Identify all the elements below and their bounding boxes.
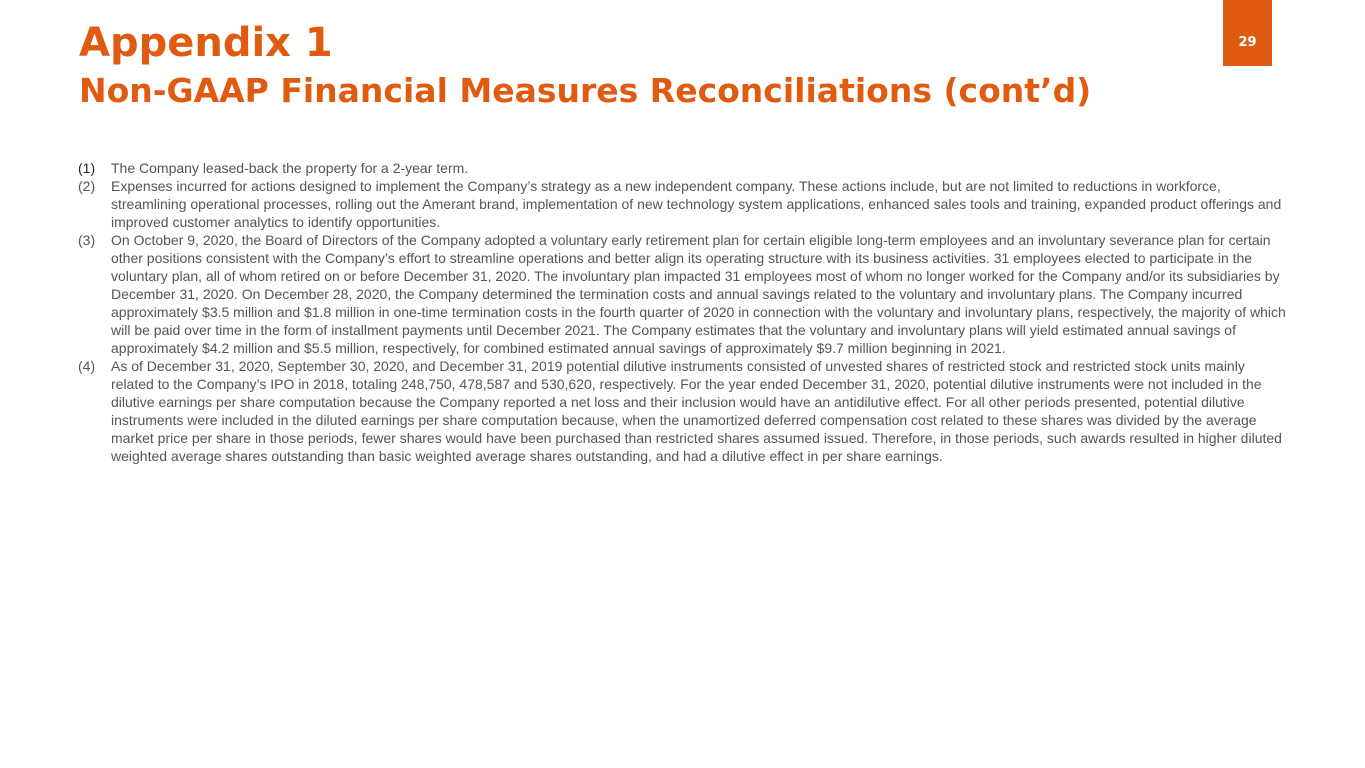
footnote-number: (4) [78, 358, 96, 374]
footnote-item [78, 177, 1290, 231]
footnote-number: (3) [78, 232, 96, 248]
page-number-badge: 29 [1223, 0, 1272, 66]
footnote-text: As of December 31, 2020, September 30, 2020, and December 31, 2019 potential dilutive instruments consisted of unvested shares of restricted stock and restricted stock units mainly related to the Company’s IPO in 2018, totaling 248,750, 478,587 and 530,620, respectively. For the year ended December 31, 2020, potential dilutive instruments were not included in the dilutive earnings per share computation because the Company reported a net loss and their inclusion would have an antidilutive effect. For all other periods presented, potential dilutive instruments were included in the diluted earnings per share computation because, when the unamortized deferred compensation cost related to these shares was divided by the average market price per share in those periods, fewer shares would have been purchased than restricted shares assumed issued. Therefore, in those periods, such awards resulted in higher diluted weighted average shares outstanding than basic weighted average shares outstanding, and had a dilutive effect in per share earnings. [111, 358, 1282, 464]
footnote-number: (1) [78, 160, 96, 176]
footnote-number: (2) [78, 178, 96, 194]
footnote-item [78, 159, 1290, 177]
page-title: Appendix 1 [79, 20, 333, 66]
footnotes-list [78, 159, 1290, 465]
footnote-text: Expenses incurred for actions designed to implement the Company’s strategy as a new independent company. These actions include, but are not limited to reductions in workforce, streamlining operational processes, rolling out the Amerant brand, implementation of new technology system applications, enhanced sales tools and training, expanded product offerings and improved customer analytics to identify opportunities. [111, 178, 1282, 230]
footnote-text: The Company leased-back the property for a 2-year term. [111, 160, 469, 176]
footnote-item [78, 357, 1290, 465]
footnote-item [78, 231, 1290, 357]
page-subtitle: Non-GAAP Financial Measures Reconciliations (cont’d) [79, 71, 1092, 110]
footnote-text: On October 9, 2020, the Board of Directors of the Company adopted a voluntary early retirement plan for certain eligible long-term employees and an involuntary severance plan for certain other positions consistent with the Company’s effort to streamline operations and better align its operating structure with its business activities. 31 employees elected to participate in the voluntary plan, all of whom retired on or before December 31, 2020. The involuntary plan impacted 31 employees most of whom no longer worked for the Company and/or its subsidiaries by December 31, 2020. On December 28, 2020, the Company determined the termination costs and annual savings related to the voluntary and involuntary plans. The Company incurred approximately $3.5 million and $1.8 million in one-time termination costs in the fourth quarter of 2020 in connection with the voluntary and involuntary plans, respectively, the majority of which will be paid over time in the form of installment payments until December 2021. The Company estimates that the voluntary and involuntary plans will yield estimated annual savings of approximately $4.2 million and $5.5 million, respectively, for combined estimated annual savings of approximately $9.7 million beginning in 2021. [111, 232, 1286, 356]
